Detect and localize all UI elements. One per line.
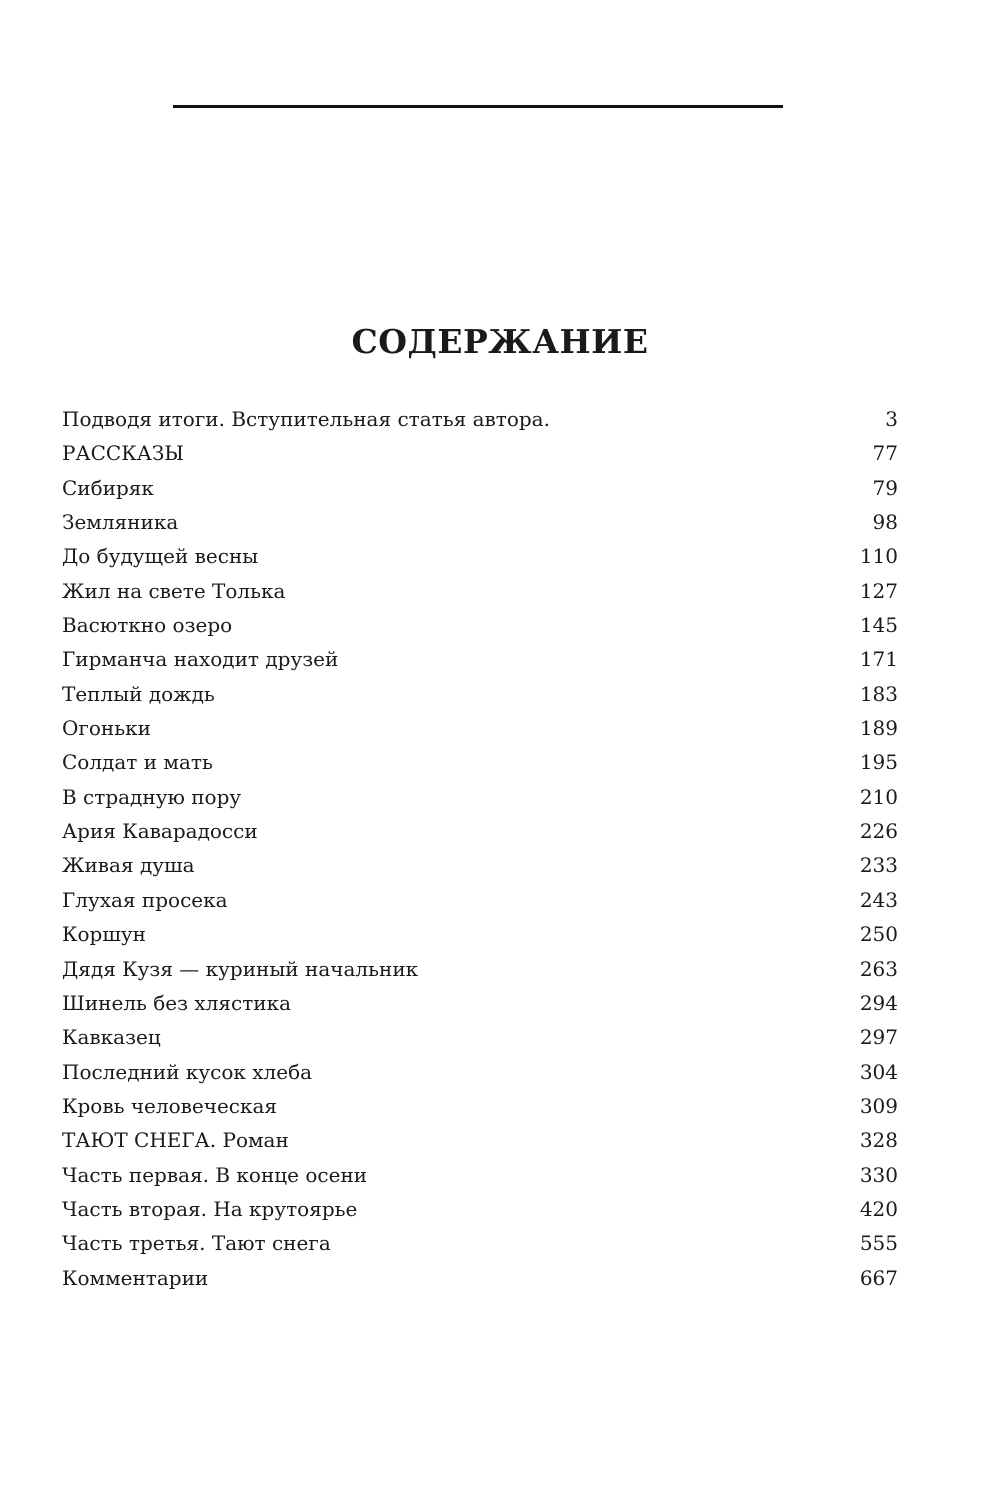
toc-entry-title: Жил на свете Толька: [62, 578, 286, 603]
toc-entry-page: 79: [872, 475, 898, 500]
toc-entry-page: 555: [859, 1231, 898, 1256]
toc-entry: [62, 402, 898, 436]
toc-entry: [62, 1158, 898, 1192]
toc-entry: [62, 1192, 898, 1226]
table-of-contents: [62, 402, 898, 1295]
dot-leader: [161, 715, 854, 737]
toc-entry-page: 98: [872, 510, 898, 535]
toc-entry-page: 171: [859, 647, 898, 672]
toc-entry-page: 328: [859, 1128, 898, 1153]
page-title: СОДЕРЖАНИЕ: [351, 322, 649, 361]
toc-entry: [62, 745, 898, 779]
dot-leader: [322, 1059, 854, 1081]
toc-entry: [62, 1089, 898, 1123]
toc-entry: [62, 883, 898, 917]
dot-leader: [223, 749, 854, 771]
toc-entry: [62, 642, 898, 676]
toc-entry-page: 145: [859, 613, 898, 638]
toc-entry-title: Огоньки: [62, 716, 151, 741]
toc-entry: [62, 1020, 898, 1054]
toc-entry-page: 304: [859, 1059, 898, 1084]
toc-entry-page: 667: [859, 1265, 898, 1290]
toc-entry: [62, 780, 898, 814]
toc-entry-page: 243: [859, 887, 898, 912]
dot-leader: [560, 406, 879, 428]
dot-leader: [377, 1162, 854, 1184]
toc-entry: [62, 1123, 898, 1157]
toc-entry: [62, 608, 898, 642]
toc-entry-title: Кавказец: [62, 1025, 161, 1050]
dot-leader: [164, 475, 867, 497]
toc-entry-page: 309: [859, 1093, 898, 1118]
toc-entry-page: 294: [859, 990, 898, 1015]
toc-entry-page: 189: [859, 716, 898, 741]
dot-leader: [295, 578, 853, 600]
toc-entry-title: Земляника: [62, 510, 179, 535]
toc-entry-page: 297: [859, 1025, 898, 1050]
dot-leader: [242, 612, 854, 634]
toc-entry-page: 77: [872, 441, 898, 466]
toc-entry: [62, 1226, 898, 1260]
top-rule: [173, 105, 783, 108]
toc-entry-title: Гирманча находит друзей: [62, 647, 339, 672]
dot-leader: [367, 1196, 853, 1218]
toc-entry-title: РАССКАЗЫ: [62, 441, 184, 466]
toc-entry: [62, 917, 898, 951]
toc-entry-title: Часть третья. Тают снега: [62, 1231, 331, 1256]
toc-entry-title: Сибиряк: [62, 475, 154, 500]
dot-leader: [251, 784, 854, 806]
dot-leader: [238, 887, 854, 909]
dot-leader: [205, 852, 854, 874]
toc-entry: [62, 436, 898, 470]
toc-entry-title: Солдат и мать: [62, 750, 213, 775]
dot-leader: [341, 1230, 854, 1252]
toc-entry-title: Коршун: [62, 922, 147, 947]
dot-leader: [428, 956, 854, 978]
toc-entry-title: Подводя итоги. Вступительная статья автора.: [62, 407, 550, 431]
toc-entry-title: Шинель без хлястика: [62, 990, 292, 1015]
toc-entry-title: Часть вторая. На крутоярье: [62, 1196, 358, 1221]
toc-entry: [62, 1261, 898, 1295]
toc-entry: [62, 574, 898, 608]
toc-entry-page: 183: [859, 681, 898, 706]
toc-entry: [62, 952, 898, 986]
toc-entry: [62, 711, 898, 745]
toc-entry-page: 330: [859, 1162, 898, 1187]
dot-leader: [348, 646, 854, 668]
toc-entry-title: Кровь человеческая: [62, 1093, 278, 1118]
toc-entry-title: ТАЮТ СНЕГА. Роман: [62, 1128, 289, 1153]
toc-entry-title: В страдную пору: [62, 784, 242, 809]
dot-leader: [188, 509, 866, 531]
dot-leader: [156, 921, 854, 943]
toc-entry-page: 110: [859, 544, 898, 569]
dot-leader: [268, 543, 854, 565]
toc-entry-page: 226: [859, 819, 898, 844]
toc-entry-title: Глухая просека: [62, 887, 228, 912]
dot-leader: [218, 1265, 854, 1287]
toc-entry-title: До будущей весны: [62, 544, 259, 569]
dot-leader: [287, 1093, 854, 1115]
toc-entry: [62, 505, 898, 539]
dot-leader: [194, 440, 867, 462]
toc-entry-page: 420: [859, 1196, 898, 1221]
dot-leader: [225, 681, 854, 703]
toc-entry-page: 263: [859, 956, 898, 981]
toc-entry-page: 195: [859, 750, 898, 775]
toc-entry: [62, 677, 898, 711]
toc-entry-title: Комментарии: [62, 1265, 209, 1290]
toc-entry: [62, 471, 898, 505]
toc-entry-title: Часть первая. В конце осени: [62, 1162, 368, 1187]
toc-entry-title: Теплый дождь: [62, 681, 215, 706]
toc-entry: [62, 814, 898, 848]
dot-leader: [268, 818, 854, 840]
toc-entry-page: 250: [859, 922, 898, 947]
toc-entry: [62, 848, 898, 882]
toc-entry-title: Живая душа: [62, 853, 195, 878]
dot-leader: [301, 990, 854, 1012]
toc-entry: [62, 539, 898, 573]
toc-entry-page: 3: [885, 407, 898, 431]
toc-entry: [62, 986, 898, 1020]
toc-entry-page: 233: [859, 853, 898, 878]
dot-leader: [171, 1024, 854, 1046]
toc-entry-page: 210: [859, 784, 898, 809]
toc-entry: [62, 1055, 898, 1089]
toc-entry-title: Ария Каварадосси: [62, 819, 258, 844]
toc-entry-page: 127: [859, 578, 898, 603]
toc-entry-title: Васюткно озеро: [62, 613, 233, 638]
toc-entry-title: Последний кусок хлеба: [62, 1059, 313, 1084]
toc-entry-title: Дядя Кузя — куриный начальник: [62, 956, 419, 981]
dot-leader: [299, 1127, 854, 1149]
